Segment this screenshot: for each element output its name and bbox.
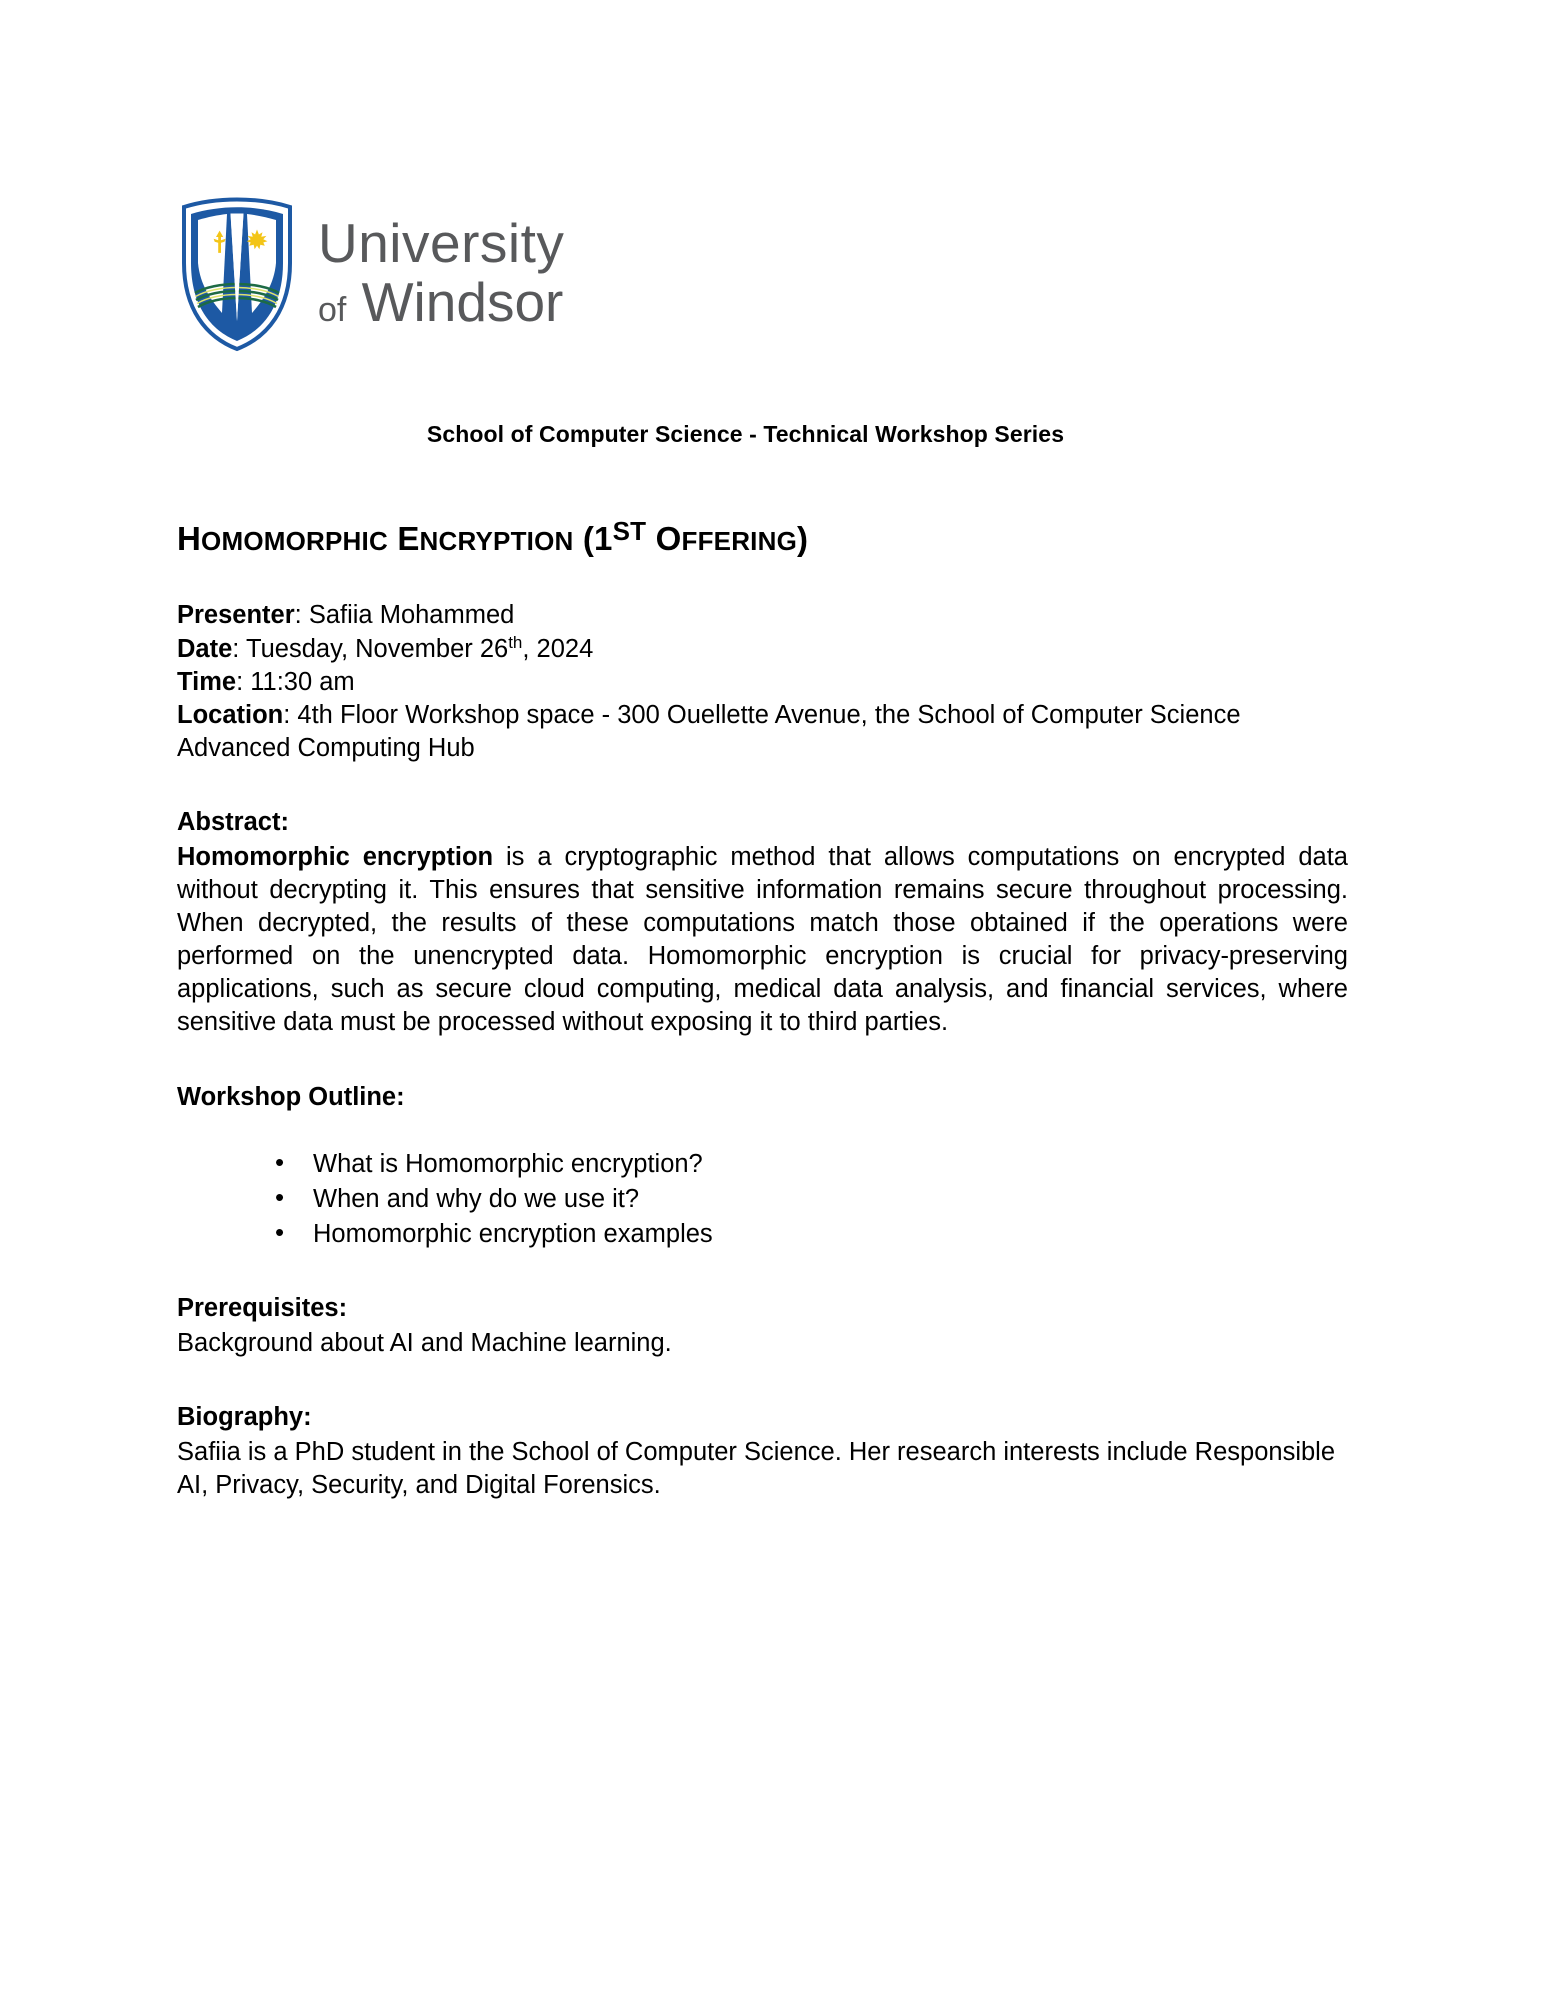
document-body xyxy=(177,420,1348,1502)
time-row xyxy=(177,666,1348,699)
presenter-row xyxy=(177,599,1348,632)
list-item: • Homomorphic encryption examples xyxy=(275,1217,1348,1252)
location-value: : 4th Floor Workshop space - 300 Ouellette Avenue, the School of Computer Science Advanced Computing Hub xyxy=(177,700,1241,762)
workshop-outline-list xyxy=(177,1147,1348,1251)
title-part-o: O xyxy=(646,519,682,557)
outline-heading: Workshop Outline: xyxy=(177,1082,405,1111)
title-part-paren-close: ) xyxy=(797,519,809,557)
page-title xyxy=(177,515,1348,560)
time-value: : 11:30 am xyxy=(236,667,355,696)
wordmark-of: of xyxy=(318,290,347,329)
abstract-body: is a cryptographic method that allows computations on encrypted data without decrypting it. This ensures that sensitive information remains secure throughout processing. When decrypted, the results of these computations match those obtained if the operations were performed on the unencrypted data. Homomorphic encryption is crucial for privacy-preserving applications, such as secure cloud computing, medical data analysis, and financial services, where sensitive data must be processed without exposing it to third parties. xyxy=(177,842,1348,1037)
workshop-series-line: School of Computer Science - Technical Workshop Series xyxy=(426,421,1065,447)
wordmark-of-windsor xyxy=(318,270,564,333)
biography-heading: Biography: xyxy=(177,1402,312,1431)
title-ordinal-st: ST xyxy=(612,515,647,546)
date-row xyxy=(177,633,1348,666)
presenter-label: Presenter xyxy=(177,601,295,630)
date-ordinal: th xyxy=(508,632,523,652)
location-label: Location xyxy=(177,700,284,729)
date-value-pre: : Tuesday, November 26 xyxy=(232,634,509,663)
abstract-paragraph xyxy=(177,841,1348,1040)
title-part-e: E xyxy=(397,519,420,557)
date-label: Date xyxy=(177,634,233,663)
date-value-post: , 2024 xyxy=(522,634,594,663)
prerequisites-body: Background about AI and Machine learning. xyxy=(177,1328,672,1357)
prerequisites-heading: Prerequisites: xyxy=(177,1294,348,1323)
title-part-omomorphic: OMOMORPHIC xyxy=(201,525,388,556)
abstract-lead-bold: Homomorphic encryption xyxy=(177,842,494,871)
location-row xyxy=(177,699,1348,765)
university-of-windsor-crest-icon xyxy=(178,193,296,353)
title-space xyxy=(388,520,397,557)
wordmark-windsor: Windsor xyxy=(361,270,564,333)
title-part-paren-open: (1 xyxy=(573,519,613,557)
list-item: • When and why do we use it? xyxy=(275,1182,1348,1217)
university-logo xyxy=(178,175,688,370)
title-part-h: H xyxy=(177,519,202,557)
title-part-ffering: FFERING xyxy=(681,525,798,556)
time-label: Time xyxy=(177,667,237,696)
biography-body: Safiia is a PhD student in the School of Computer Science. Her research interests include Responsible AI, Privacy, Security, and Digital Forensics. xyxy=(177,1437,1336,1499)
abstract-heading: Abstract: xyxy=(177,808,289,837)
presenter-value: : Safiia Mohammed xyxy=(294,601,515,630)
university-wordmark xyxy=(318,211,565,333)
wordmark-university: University xyxy=(318,211,565,274)
list-item: • What is Homomorphic encryption? xyxy=(275,1147,1348,1182)
title-part-ncryption: NCRYPTION xyxy=(419,525,574,556)
event-details xyxy=(177,599,1348,765)
